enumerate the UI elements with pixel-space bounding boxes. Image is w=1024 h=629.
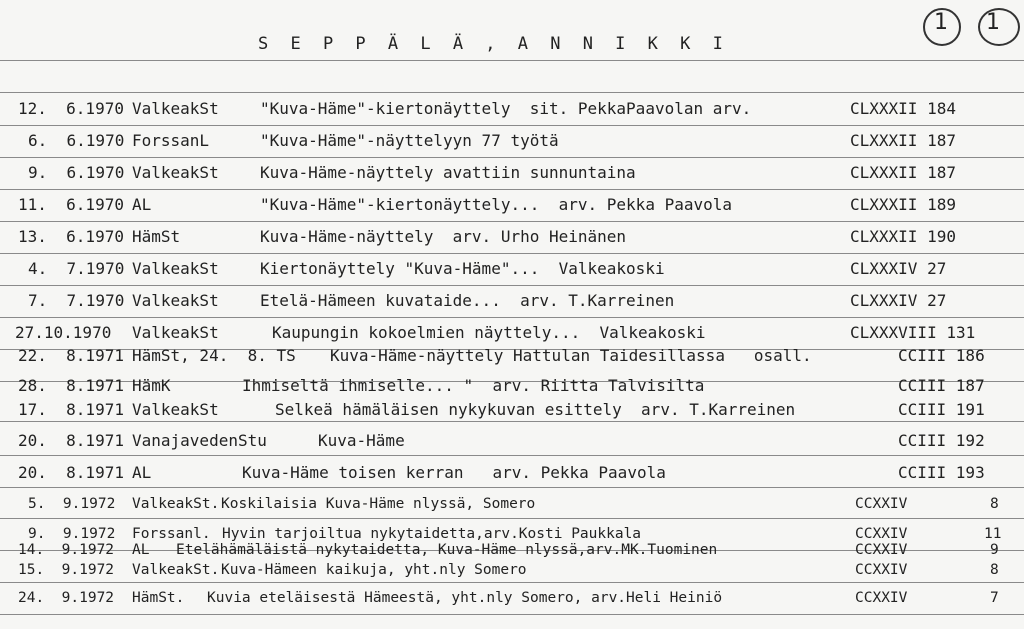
entry-source: ForssanL bbox=[132, 131, 210, 150]
rule-line bbox=[0, 125, 1024, 126]
entry-text: Selkeä hämäläisen nykykuvan esittely arv. T.Karreinen bbox=[275, 400, 796, 419]
entry-date: 15. 9.1972 bbox=[18, 562, 115, 578]
entry-date: 9. 9.1972 bbox=[28, 526, 116, 542]
entry-text: Hyvin tarjoiltua nykytaidetta,arv.Kosti Paukkala bbox=[222, 526, 642, 542]
entry-source: ValkeakSt bbox=[132, 259, 219, 278]
person-name-heading: S E P P Ä L Ä , A N N I K K I bbox=[258, 34, 729, 54]
rule-line bbox=[0, 60, 1024, 61]
entry-source: Forssanl. bbox=[132, 526, 211, 542]
entry-text: Kiertonäyttely "Kuva-Häme"... Valkeakoski bbox=[260, 259, 665, 278]
entry-volume: CCXXIV bbox=[855, 562, 908, 578]
entry-date: 5. 9.1972 bbox=[28, 496, 116, 512]
entry-date: 28. 8.1971 bbox=[18, 376, 124, 395]
entry-volume: CLXXXII 187 bbox=[850, 131, 956, 150]
entry-source: AL bbox=[132, 463, 152, 482]
card-number-alt: 1 bbox=[986, 10, 1000, 35]
entry-page: 8 bbox=[990, 562, 999, 578]
entry-date: 7. 7.1970 bbox=[28, 291, 125, 310]
entry-volume: CLXXXII 189 bbox=[850, 195, 956, 214]
entry-date: 13. 6.1970 bbox=[18, 227, 124, 246]
entry-date: 27.10.1970 bbox=[15, 323, 112, 342]
entry-date: 4. 7.1970 bbox=[28, 259, 125, 278]
entry-text: Kuva-Häme-näyttely arv. Urho Heinänen bbox=[260, 227, 627, 246]
rule-line bbox=[0, 285, 1024, 286]
entry-text: Ihmiseltä ihmiselle... " arv. Riitta Talvisilta bbox=[242, 376, 705, 395]
entry-source: ValkeakSt bbox=[132, 163, 219, 182]
rule-line bbox=[0, 455, 1024, 456]
entry-text: Kuva-Hämeen kaikuja, yht.nly Somero bbox=[221, 562, 527, 578]
rule-line bbox=[0, 487, 1024, 488]
entry-text: "Kuva-Häme"-kiertonäyttely sit. PekkaPaavolan arv. bbox=[260, 99, 752, 118]
rule-line bbox=[0, 614, 1024, 615]
entry-page: 9 bbox=[990, 542, 999, 558]
entry-text: Etelä-Hämeen kuvataide... arv. T.Karreinen bbox=[260, 291, 675, 310]
entry-volume: CCIII 187 bbox=[898, 376, 985, 395]
entry-text: Kaupungin kokoelmien näyttely... Valkeakoski bbox=[272, 323, 706, 342]
entry-volume: CLXXXII 190 bbox=[850, 227, 956, 246]
rule-line bbox=[0, 421, 1024, 422]
entry-source: HämSt, 24. 8. TS bbox=[132, 346, 296, 365]
entry-volume: CLXXXIV 27 bbox=[850, 259, 947, 278]
rule-line bbox=[0, 317, 1024, 318]
entry-date: 20. 8.1971 bbox=[18, 463, 124, 482]
entry-text: Kuva-Häme bbox=[318, 431, 405, 450]
entry-volume: CCXXIV bbox=[855, 526, 908, 542]
entry-volume: CCIII 192 bbox=[898, 431, 985, 450]
entry-source: ValkeakSt. bbox=[132, 496, 220, 512]
entry-text: Kuva-Häme-näyttely Hattulan Taidesillassa osall. bbox=[330, 346, 812, 365]
entry-volume: CCIII 191 bbox=[898, 400, 985, 419]
entry-page: 8 bbox=[990, 496, 999, 512]
entry-date: 22. 8.1971 bbox=[18, 346, 124, 365]
entry-volume: CCIII 193 bbox=[898, 463, 985, 482]
entry-date: 24. 9.1972 bbox=[18, 590, 115, 606]
entry-volume: CCXXIV bbox=[855, 542, 908, 558]
entry-volume: CLXXXII 184 bbox=[850, 99, 956, 118]
entry-volume: CLXXXVIII 131 bbox=[850, 323, 976, 342]
rule-line bbox=[0, 253, 1024, 254]
rule-line bbox=[0, 518, 1024, 519]
entry-page: 11 bbox=[984, 526, 1002, 542]
entry-source: VanajavedenStu bbox=[132, 431, 267, 450]
entry-date: 6. 6.1970 bbox=[28, 131, 125, 150]
rule-line bbox=[0, 157, 1024, 158]
entry-volume: CLXXXII 187 bbox=[850, 163, 956, 182]
entry-date: 17. 8.1971 bbox=[18, 400, 124, 419]
entry-volume: CCXXIV bbox=[855, 590, 908, 606]
entry-date: 20. 8.1971 bbox=[18, 431, 124, 450]
entry-source: ValkeakSt bbox=[132, 99, 219, 118]
entry-date: 12. 6.1970 bbox=[18, 99, 124, 118]
rule-line bbox=[0, 221, 1024, 222]
rule-line bbox=[0, 92, 1024, 93]
entry-text: Etelähämäläistä nykytaidetta, Kuva-Häme nlyssä,arv.MK.Tuominen bbox=[176, 542, 718, 558]
entry-source: ValkeakSt. bbox=[132, 562, 220, 578]
entry-source: ValkeakSt bbox=[132, 323, 219, 342]
entry-date: 14. 9.1972 bbox=[18, 542, 115, 558]
entry-text: "Kuva-Häme"-näyttelyyn 77 työtä bbox=[260, 131, 559, 150]
entry-source: ValkeakSt bbox=[132, 291, 219, 310]
entry-volume: CLXXXIV 27 bbox=[850, 291, 947, 310]
rule-line bbox=[0, 189, 1024, 190]
entry-source: HämK bbox=[132, 376, 171, 395]
entry-text: Kuvia eteläisestä Hämeestä, yht.nly Somero, arv.Heli Heiniö bbox=[207, 590, 723, 606]
entry-text: Kuva-Häme toisen kerran arv. Pekka Paavola bbox=[242, 463, 666, 482]
entry-date: 11. 6.1970 bbox=[18, 195, 124, 214]
entry-source: ValkeakSt bbox=[132, 400, 219, 419]
entry-text: "Kuva-Häme"-kiertonäyttely... arv. Pekka Paavola bbox=[260, 195, 733, 214]
entry-source: AL bbox=[132, 195, 152, 214]
entry-page: 7 bbox=[990, 590, 999, 606]
entry-text: Koskilaisia Kuva-Häme nlyssä, Somero bbox=[221, 496, 536, 512]
entry-source: AL bbox=[132, 542, 150, 558]
entry-volume: CCIII 186 bbox=[898, 346, 985, 365]
rule-line bbox=[0, 582, 1024, 583]
entry-source: HämSt. bbox=[132, 590, 185, 606]
card-number: 1 bbox=[934, 10, 948, 35]
entry-text: Kuva-Häme-näyttely avattiin sunnuntaina bbox=[260, 163, 636, 182]
entry-source: HämSt bbox=[132, 227, 181, 246]
entry-volume: CCXXIV bbox=[855, 496, 908, 512]
entry-date: 9. 6.1970 bbox=[28, 163, 125, 182]
